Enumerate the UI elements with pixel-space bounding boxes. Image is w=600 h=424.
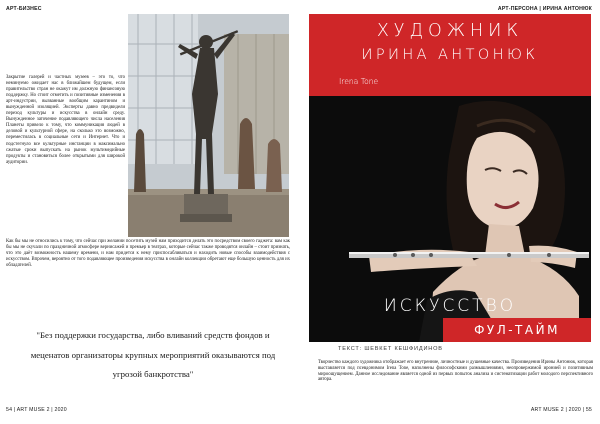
left-section-header: АРТ-БИЗНЕС — [6, 6, 42, 12]
pull-quote: "Без поддержки государства, либо вливаний средств фондов и меценатов организаторы крупных мероприятий оказываются под угрозой банкротства" — [30, 330, 276, 379]
cover-title-name: ИРИНА АНТОНЮК — [361, 47, 539, 63]
left-column-text: Закрытие галерей и частных музеев – это то, что неминуемо ожидает нас в ближайшем будущем, если правительство стран не окажут им должную финансовую поддержку. Но стоит отметить и позитивные изменения в арт-индустрии, вызванные вообщим карантином и вынужденной изоляцией. Эксперты давно предвидели переход культуры и искусства в онлайн среду. Вынужденное заточение подавляющего числа населения Планеты привело к тому, что коммуникация людей в деловой и культурной сфере, на сколько это возможно, переместилась в социальные сети и Интернет. Что и подстегнуло все культурные инстанции в максимально сжатые сроки выпускать на рынок мультимедийные продукты и становиться более открытыми для широкой аудитории. — [6, 75, 125, 165]
sculpture-photo — [128, 14, 289, 237]
right-intro-text: Творчество каждого художника отображает его внутренние, личностные и душевные качества. Произведения Ирины Антонюк, которая выставляется под псевдонимом Irena Tone, наполнены философскими размышлениями, неопровержимой иронией и позитивным мироощущением. Данное исследование является одной из первых попыток анализа и систематизации работ молодого перспективного автора. — [318, 360, 593, 383]
article-byline: ТЕКСТ: ШЕВКЕТ КЕШФИДИНОВ — [338, 346, 443, 352]
right-section-header: АРТ-ПЕРСОНА | ИРИНА АНТОНЮК — [497, 6, 592, 12]
cover-art-tag: ФУЛ-ТАЙМ — [443, 318, 591, 342]
right-page-footer: ART MUSE 2 | 2020 | 55 — [530, 407, 592, 413]
artist-cover-feature — [309, 14, 591, 342]
artist-signature: Irena Tone — [339, 77, 379, 86]
left-page-footer: 54 | ART MUSE 2 | 2020 — [6, 407, 67, 413]
cover-title-artist: ХУДОЖНИК — [376, 21, 524, 41]
cover-art-word: ИСКУССТВО — [383, 296, 517, 316]
sculpture-illustration — [128, 14, 289, 237]
left-body-text: Как бы мы не относились к тому, что сейчас при желании посетить музей нам приходится делать это посредством своего гаджета: вам как бы мы не скучали по праздничной атмосфере вернисажей и премьер в театрах, которые сейчас также проводятся онлайн – стоит признать, что это даёт возможность нашему времени, и нам придется к нему приспосабливаться и находить новые способы взаимодействия с искусством. Впрочем, вероятно от того подавляющее произведения искусства в онлайн коллекции обретают еще большую ценность для их обладателей. — [6, 239, 290, 269]
